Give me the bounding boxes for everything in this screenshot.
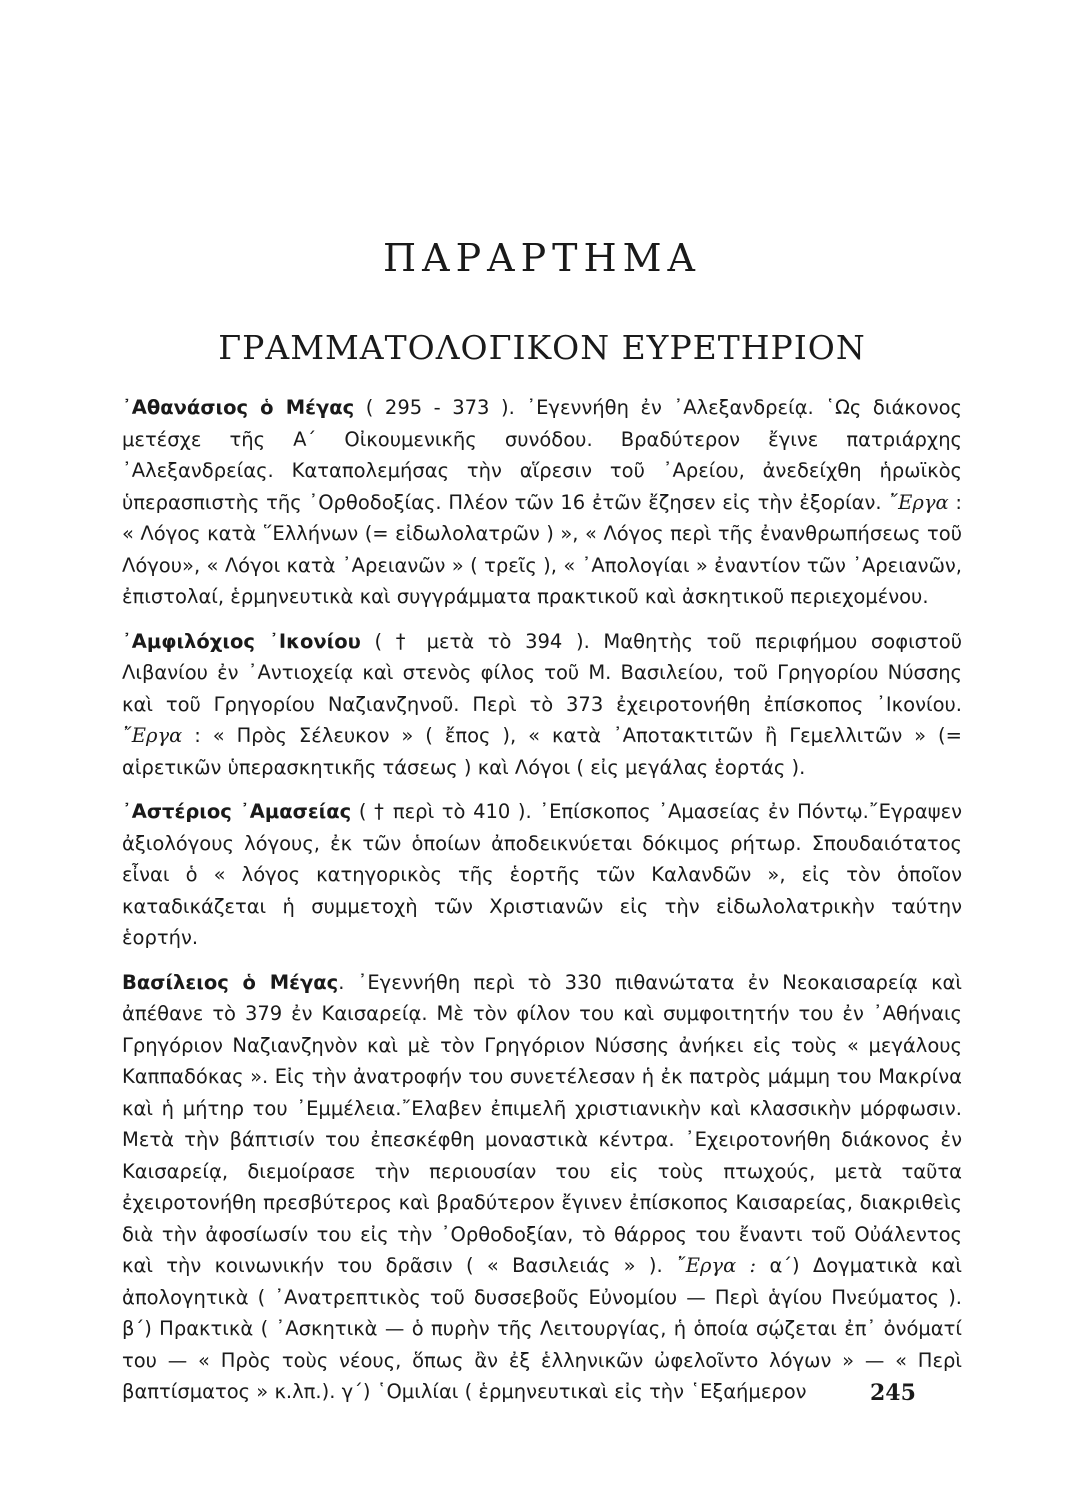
appendix-title: ΠΑΡΑΡΤΗΜΑ <box>383 236 701 280</box>
entry-head: ᾿Αθανάσιος ὁ Μέγας <box>122 396 355 419</box>
entry-works-text: : « Λόγος κατὰ ῞Ελλήνων (= εἰδωλολατρῶν ) », « Λόγος περὶ τῆς ἐνανθρωπήσεως τοῦ Λόγου», « Λόγοι κατὰ ᾿Αρειανῶν » ( τρεῖς ), « ᾿Απολογίαι » ἐναντίον τῶν ᾿Αρειανῶν, ἐπιστολαί, ἑρμηνευτικὰ καὶ συγγράμματα πρακτικοῦ καὶ ἀσκητικοῦ περιεχομένου. <box>122 490 962 608</box>
entry-works-label: ῎Εργα : <box>675 1254 757 1277</box>
entry-head: ᾿Αμφιλόχιος ᾿Ικονίου <box>122 629 361 653</box>
index-entry <box>122 626 962 784</box>
entry-text: ( † περὶ τὸ 410 ). ᾿Επίσκοπος ᾿Αμασείας ἐν Πόντῳ.῎Εγραψεν ἀξιολόγους λόγους, ἐκ τῶν ὁποίων ἀποδεικνύεται δόκιμος ρήτωρ. Σπουδαιότατος εἶναι ὁ « λόγος κατηγορικὸς τῆς ἑορτῆς τῶν Καλανδῶν », εἰς τὸν ὁποῖον καταδικάζεται ἡ συμμετοχὴ τῶν Χριστιανῶν εἰς τὴν εἰδωλολατρικὴν ταύτην ἑορτήν. <box>122 800 963 949</box>
index-subtitle: ΓΡΑΜΜΑΤΟΛΟΓΙΚΟΝ ΕΥΡΕΤΗΡΙΟΝ <box>218 328 866 367</box>
entry-head: Βασίλειος ὁ Μέγας <box>122 970 339 994</box>
index-body <box>122 392 962 1408</box>
entry-works-text: α΄) Δογματικὰ καὶ ἀπολογητικὰ ( ᾿Ανατρεπτικὸς τοῦ δυσσεβοῦς Εὐνομίου — Περὶ ἁγίου Πνεύματος ). β΄) Πρακτικὰ ( ᾿Ασκητικὰ — ὁ πυρὴν τῆς Λειτουργίας, ἡ ὁποία σῴζεται ἐπ᾿ ὀνόματί του — « Πρὸς τοὺς νέους, ὅπως ἂν ἐξ ἑλληνικῶν ὠφελοῖντο λόγων » — « Περὶ βαπτίσματος » κ.λπ.). γ΄) ῾Ομιλίαι ( ἑρμηνευτικαὶ εἰς τὴν ῾Εξαήμερον <box>122 1254 962 1403</box>
entry-text: ( 295 - 373 ). ᾿Εγεννήθη ἐν ᾿Αλεξανδρείᾳ. ῾Ως διάκονος μετέσχε τῆς Α΄ Οἰκουμενικῆς συνόδου. Βραδύτερον ἔγινε πατριάρχης ᾿Αλεξανδρείας. Καταπολεμήσας τὴν αἵρεσιν τοῦ ᾿Αρείου, ἀνεδείχθη ἡρωϊκὸς ὑπερασπιστὴς τῆς ᾿Ορθοδοξίας. Πλέον τῶν 16 ἐτῶν ἔζησεν εἰς τὴν ἐξορίαν. <box>122 396 962 514</box>
entry-head: ᾿Αστέριος ᾿Αμασείας <box>122 800 352 823</box>
entry-text: ( † μετὰ τὸ 394 ). Μαθητὴς τοῦ περιφήμου σοφιστοῦ Λιβανίου ἐν ᾿Αντιοχείᾳ καὶ στενὸς φίλος τοῦ Μ. Βασιλείου, τοῦ Γρηγορίου Νύσσης καὶ τοῦ Γρηγορίου Ναζιανζηνοῦ. Περὶ τὸ 373 ἐχειροτονήθη ἐπίσκοπος ᾿Ικονίου. <box>122 629 962 716</box>
entry-works-label: ῎Εργα <box>122 724 183 747</box>
entry-works-label: ῎Εργα <box>888 490 949 514</box>
index-entry <box>122 796 962 954</box>
entry-text: . ᾿Εγεννήθη περὶ τὸ 330 πιθανώτατα ἐν Νεοκαισαρείᾳ καὶ ἀπέθανε τὸ 379 ἐν Καισαρείᾳ. Μὲ τὸν φίλον του καὶ συμφοιτητήν του ἐν ᾿Αθήναις Γρηγόριον Ναζιανζηνὸν καὶ μὲ τὸν Γρηγόριον Νύσσης ἀνήκει εἰς τοὺς « μεγάλους Καππαδόκας ». Εἰς τὴν ἀνατροφήν του συνετέλεσαν ἡ ἐκ πατρὸς μάμμη του Μακρίνα καὶ ἡ μήτηρ του ᾿Εμμέλεια.῎Ελαβεν ἐπιμελῆ χριστιανικὴν καὶ κλασσικὴν μόρφωσιν. Μετὰ τὴν βάπτισίν του ἐπεσκέφθη μοναστικὰ κέντρα. ᾿Εχειροτονήθη διάκονος ἐν Καισαρείᾳ, διεμοίρασε τὴν περιουσίαν του εἰς τοὺς πτωχούς, μετὰ ταῦτα ἐχειροτονήθη πρεσβύτερος καὶ βραδύτερον ἔγινεν ἐπίσκοπος Καισαρείας, διακριθεὶς διὰ τὴν ἀφοσίωσίν του εἰς τὴν ᾿Ορθοδοξίαν, τὸ θάρρος του ἔναντι τοῦ Οὐάλεντος καὶ τὴν κοινωνικήν του δρᾶσιν ( « Βασιλειάς » ). <box>122 970 963 1277</box>
page-number: 245 <box>870 1380 916 1406</box>
index-entry <box>122 392 962 613</box>
entry-works-text: : « Πρὸς Σέλευκον » ( ἔπος ), « κατὰ ᾿Αποτακτιτῶν ἢ Γεμελλιτῶν » (= αἱρετικῶν ὑπερασκητικῆς τάσεως ) καὶ Λόγοι ( εἰς μεγάλας ἑορτάς ). <box>122 724 962 779</box>
index-entry <box>122 967 962 1408</box>
